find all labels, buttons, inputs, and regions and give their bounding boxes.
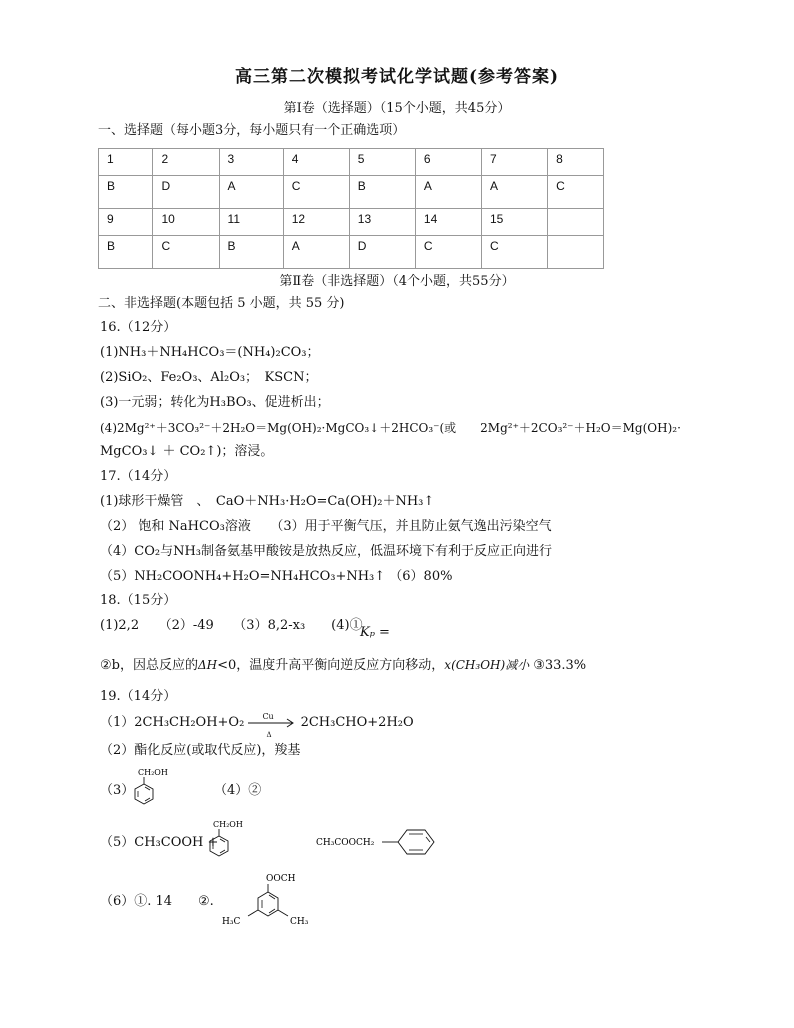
q19-answer-5: （5）CH₃COOH + (100, 835, 219, 850)
table-cell: 4 (283, 149, 349, 176)
q17-answer-2: （2） 饱和 NaHCO₃溶液 （3）用于平衡气压，并且防止氨气逸出污染空气 (100, 519, 552, 534)
benzyl-alcohol-structure (130, 766, 170, 810)
q17-answer-4: （5）NH₂COONH₄+H₂O=NH₄HCO₃+NH₃↑ （6）80% (100, 569, 453, 584)
q16-answer-4-cont: MgCO₃↓ ＋ CO₂↑)；溶浸。 (100, 444, 274, 459)
table-cell: A (415, 176, 481, 209)
q16-heading: 16.（12分） (100, 320, 177, 335)
table-cell: 3 (219, 149, 283, 176)
q16-answer-3: (3)一元弱；转化为H₃BO₃、促进析出； (100, 395, 330, 410)
product-label: CH₃COOCH₂ (316, 838, 375, 848)
table-cell: A (283, 236, 349, 269)
q19-products: 2CH₃CHO+2H₂O (300, 715, 414, 730)
q18-heading: 18.（15分） (100, 593, 177, 608)
ch2oh-label: CH₂OH (213, 820, 243, 829)
table-cell: 14 (415, 209, 481, 236)
table-cell: 5 (349, 149, 415, 176)
table-cell: 10 (153, 209, 219, 236)
q19-answer-1 (100, 711, 414, 739)
q17-answer-1: (1)球形干燥管 、 CaO＋NH₃·H₂O=Ca(OH)₂＋NH₃↑ (100, 494, 435, 509)
table-cell: C (415, 236, 481, 269)
table-cell: 8 (548, 149, 604, 176)
table-cell: A (481, 176, 547, 209)
table-cell: 9 (99, 209, 153, 236)
table-cell: C (481, 236, 547, 269)
benzyl-alcohol-structure-2 (203, 818, 247, 862)
arrow-icon (248, 716, 296, 730)
table-cell: C (153, 236, 219, 269)
part2-header: 第Ⅱ卷（非选择题）（4个小题，共55分） (279, 274, 515, 289)
q18-answer-2a: ②b，因总反应的 (100, 658, 198, 673)
ch2oh-label: CH₂OH (138, 768, 168, 777)
table-cell: B (99, 176, 153, 209)
table-cell: B (349, 176, 415, 209)
dimethylphenyl-formate-structure (218, 870, 318, 932)
q19-answer-6: （6）①. 14 (100, 894, 173, 909)
q16-answer-2: (2)SiO₂、Fe₂O₃、Al₂O₃； KSCN； (100, 370, 318, 385)
table-cell: D (153, 176, 219, 209)
q18-delta-h: ΔH (197, 658, 218, 672)
ch3-label: CH₃ (290, 917, 309, 927)
section2-header: 二、非选择题(本题包括 5 小题，共 55 分) (98, 296, 345, 311)
benzyl-acetate-structure (314, 824, 444, 864)
table-cell (548, 236, 604, 269)
table-cell: 1 (99, 149, 153, 176)
table-cell: D (349, 236, 415, 269)
table-cell: 12 (283, 209, 349, 236)
table-cell (548, 209, 604, 236)
catalyst-label: Cu (262, 711, 274, 721)
table-cell: B (219, 236, 283, 269)
q18-answer-2e: ③33.3% (533, 658, 587, 673)
table-cell: B (99, 236, 153, 269)
table-cell: C (283, 176, 349, 209)
q18-x-ch3oh: x(CH₃OH)减小 (444, 658, 530, 672)
table-cell: 6 (415, 149, 481, 176)
table-cell: C (548, 176, 604, 209)
q19-answer-4: （4）② (214, 783, 262, 798)
table-row (99, 176, 604, 209)
table-cell: 15 (481, 209, 547, 236)
table-row (99, 209, 604, 236)
q19-reactants: （1）2CH₃CH₂OH+O₂ (100, 715, 245, 730)
table-cell: 11 (219, 209, 283, 236)
q17-answer-3: （4）CO₂与NH₃制备氨基甲酸铵是放热反应，低温环境下有利于反应正向进行 (100, 544, 553, 559)
table-row (99, 149, 604, 176)
q19-answer-3-label: （3） (100, 783, 135, 798)
reaction-arrow (248, 711, 296, 739)
q19-answer-2: （2）酯化反应(或取代反应)，羧基 (100, 743, 301, 758)
q19-answer-6b: ②. (198, 894, 214, 909)
q18-answer-2 (100, 656, 586, 675)
answer-table (98, 148, 604, 269)
q19-heading: 19.（14分） (100, 689, 177, 704)
section1-header: 一、选择题（每小题3分，每小题只有一个正确选项） (98, 123, 406, 138)
table-row (99, 236, 604, 269)
h3c-label: H₃C (222, 917, 241, 927)
table-cell: 2 (153, 149, 219, 176)
page-title: 高三第二次模拟考试化学试题(参考答案) (234, 67, 560, 87)
oocH-label: OOCH (266, 874, 296, 884)
q16-answer-1: (1)NH₃＋NH₄HCO₃＝(NH₄)₂CO₃； (100, 345, 320, 360)
q18-kp-formula: Kₚ = (360, 625, 390, 640)
q18-answer-2c: <0，温度升高平衡向逆反应方向移动， (217, 658, 445, 673)
heat-label: Δ (266, 730, 272, 739)
table-cell: 13 (349, 209, 415, 236)
q18-answer-1: (1)2,2 （2）-49 （3）8,2-x₃ (4)① (100, 618, 363, 633)
table-cell: 7 (481, 149, 547, 176)
q17-heading: 17.（14分） (100, 469, 177, 484)
part1-header: 第Ⅰ卷（选择题）（15个小题，共45分） (283, 101, 511, 116)
q16-answer-4: (4)2Mg²⁺＋3CO₃²⁻＋2H₂O＝Mg(OH)₂·MgCO₃↓＋2HCO₃⁻(或 2Mg²⁺＋2CO₃²⁻＋H₂O＝Mg(OH)₂· (100, 421, 681, 435)
table-cell: A (219, 176, 283, 209)
